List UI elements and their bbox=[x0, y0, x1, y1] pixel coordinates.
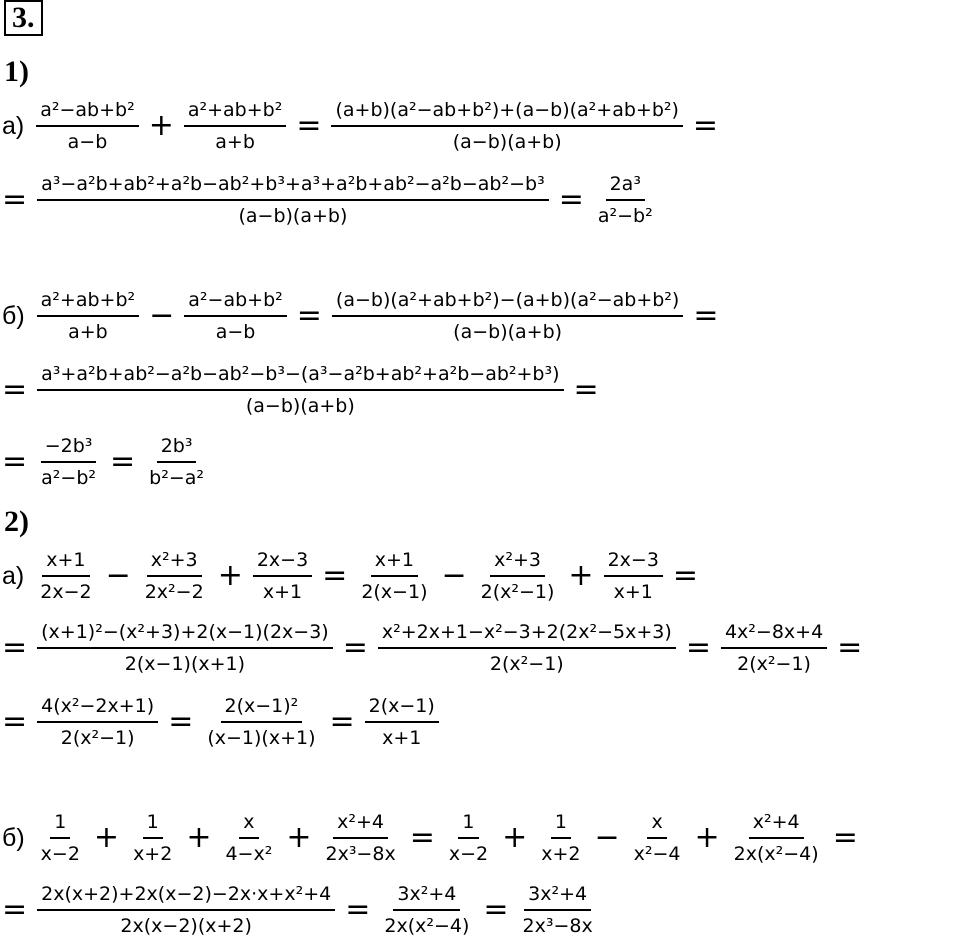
operator: + bbox=[694, 820, 720, 855]
denominator: 2x²−2 bbox=[144, 581, 204, 603]
numerator: x+1 bbox=[42, 548, 89, 577]
denominator: 2x³−8x bbox=[325, 843, 396, 865]
operator: + bbox=[217, 558, 243, 593]
numerator: a³+a²b+ab²−a²b−ab²−b³−(a³−a²b+ab²+a²b−ab²+b³) bbox=[37, 362, 563, 391]
numerator: a²+ab+b² bbox=[37, 288, 139, 317]
fraction bbox=[380, 882, 473, 938]
denominator: 2x(x−2)(x+2) bbox=[120, 915, 252, 937]
part2a-line1 bbox=[2, 548, 706, 604]
equals-sign: = bbox=[2, 372, 28, 407]
fraction bbox=[604, 548, 663, 604]
operator: + bbox=[286, 820, 312, 855]
fraction bbox=[357, 548, 431, 604]
numerator: (a−b)(a²+ab+b²)−(a+b)(a²−ab+b²) bbox=[332, 288, 683, 317]
denominator: 2x(x²−4) bbox=[384, 915, 470, 937]
denominator: 2(x²−1) bbox=[737, 653, 811, 675]
fraction bbox=[36, 548, 95, 604]
numerator: 1 bbox=[143, 810, 163, 839]
denominator: a²−b² bbox=[41, 467, 96, 489]
numerator: x+1 bbox=[371, 548, 418, 577]
equals-sign: = bbox=[672, 558, 699, 593]
fraction bbox=[594, 172, 657, 228]
part2a-label: а) bbox=[2, 561, 25, 590]
fraction bbox=[37, 288, 139, 344]
denominator: 2x³−8x bbox=[522, 915, 593, 937]
equals-sign: = bbox=[329, 704, 355, 739]
denominator: x+2 bbox=[133, 843, 173, 865]
operator: − bbox=[105, 558, 131, 593]
part2b-label: б) bbox=[2, 823, 25, 852]
operator: + bbox=[93, 820, 120, 855]
fraction bbox=[321, 810, 399, 866]
equals-sign: = bbox=[685, 630, 711, 665]
equals-sign: = bbox=[296, 298, 322, 333]
denominator: (a−b)(a+b) bbox=[452, 131, 562, 153]
equals-sign: = bbox=[168, 704, 194, 739]
fraction bbox=[129, 810, 176, 866]
numerator: 2(x−1)² bbox=[221, 694, 303, 723]
numerator: (x+1)²−(x²+3)+2(x−1)(2x−3) bbox=[37, 620, 333, 649]
numerator: x²+3 bbox=[147, 548, 202, 577]
equals-sign: = bbox=[692, 108, 719, 143]
fraction bbox=[630, 810, 685, 866]
part1-label: 1) bbox=[4, 55, 29, 88]
denominator: 2(x²−1) bbox=[60, 727, 135, 749]
equals-sign: = bbox=[2, 630, 28, 665]
fraction bbox=[365, 694, 439, 750]
denominator: x+1 bbox=[382, 727, 422, 749]
equals-sign: = bbox=[693, 298, 719, 333]
denominator: x+1 bbox=[613, 581, 653, 603]
denominator: (a−b)(a+b) bbox=[238, 205, 348, 227]
fraction bbox=[145, 434, 208, 490]
fraction bbox=[37, 810, 84, 866]
denominator: x+2 bbox=[541, 843, 581, 865]
numerator: 3x²+4 bbox=[393, 882, 460, 911]
fraction bbox=[730, 810, 823, 866]
denominator: 2(x−1) bbox=[361, 581, 428, 603]
task-number: 3. bbox=[4, 0, 43, 36]
equals-sign: = bbox=[558, 182, 584, 217]
equals-sign: = bbox=[2, 182, 28, 217]
equals-sign: = bbox=[342, 630, 368, 665]
denominator: a+b bbox=[68, 321, 108, 343]
denominator: 2(x²−1) bbox=[480, 581, 555, 603]
fraction bbox=[537, 810, 584, 866]
fraction bbox=[184, 288, 286, 344]
equals-sign: = bbox=[345, 892, 371, 927]
fraction bbox=[37, 620, 333, 676]
operator: + bbox=[148, 108, 174, 143]
numerator: x²+2x+1−x²−3+2(2x²−5x+3) bbox=[378, 620, 676, 649]
fraction bbox=[37, 434, 100, 490]
part1b-line1 bbox=[2, 288, 726, 344]
numerator: 2x−3 bbox=[253, 548, 312, 577]
numerator: a²+ab+b² bbox=[184, 98, 286, 127]
denominator: 2x(x²−4) bbox=[733, 843, 819, 865]
numerator: 2x−3 bbox=[604, 548, 663, 577]
numerator: 2b³ bbox=[157, 434, 197, 463]
numerator: x²+3 bbox=[490, 548, 545, 577]
operator: + bbox=[568, 558, 594, 593]
equals-sign: = bbox=[2, 892, 28, 927]
numerator: 3x²+4 bbox=[524, 882, 591, 911]
part2b-line2 bbox=[2, 882, 599, 938]
denominator: x+1 bbox=[262, 581, 303, 603]
fraction bbox=[519, 882, 597, 938]
denominator: (x−1)(x+1) bbox=[207, 727, 316, 749]
fraction bbox=[37, 362, 563, 418]
part1b-line3 bbox=[2, 434, 210, 490]
denominator: (a−b)(a+b) bbox=[453, 321, 563, 343]
fraction bbox=[331, 98, 682, 154]
numerator: 4(x²−2x+1) bbox=[37, 694, 158, 723]
part2b-line1 bbox=[2, 810, 866, 866]
fraction bbox=[37, 172, 549, 228]
part1b-line2 bbox=[2, 362, 607, 418]
part2-label: 2) bbox=[4, 505, 29, 538]
fraction bbox=[36, 98, 138, 154]
part2a-line2 bbox=[2, 620, 870, 676]
part1a-line1 bbox=[2, 98, 726, 154]
fraction bbox=[141, 548, 208, 604]
denominator: a−b bbox=[67, 131, 108, 153]
operator: + bbox=[502, 820, 528, 855]
equals-sign: = bbox=[322, 558, 348, 593]
numerator: x bbox=[239, 810, 258, 839]
numerator: 4x²−8x+4 bbox=[721, 620, 827, 649]
equals-sign: = bbox=[2, 444, 28, 479]
fraction bbox=[253, 548, 312, 604]
denominator: a²−b² bbox=[597, 205, 653, 227]
fraction bbox=[203, 694, 319, 750]
denominator: 2(x−1)(x+1) bbox=[124, 653, 246, 675]
part1a-label: а) bbox=[2, 111, 25, 140]
numerator: a²−ab+b² bbox=[36, 98, 138, 127]
numerator: 2x(x+2)+2x(x−2)−2x·x+x²+4 bbox=[37, 882, 335, 911]
numerator: x bbox=[647, 810, 666, 839]
equals-sign: = bbox=[409, 820, 435, 855]
fraction bbox=[378, 620, 676, 676]
denominator: x−2 bbox=[448, 843, 489, 865]
fraction bbox=[332, 288, 683, 344]
part1b-label: б) bbox=[2, 301, 25, 330]
numerator: a³−a²b+ab²+a²b−ab²+b³+a³+a²b+ab²−a²b−ab²−b³ bbox=[37, 172, 549, 201]
equals-sign: = bbox=[2, 704, 28, 739]
denominator: (a−b)(a+b) bbox=[245, 395, 355, 417]
fraction bbox=[221, 810, 276, 866]
equals-sign: = bbox=[837, 630, 863, 665]
fraction bbox=[37, 694, 158, 750]
equals-sign: = bbox=[110, 444, 136, 479]
denominator: x²−4 bbox=[633, 843, 681, 865]
fraction bbox=[184, 98, 286, 154]
numerator: 1 bbox=[551, 810, 571, 839]
operator: − bbox=[441, 558, 467, 593]
denominator: a−b bbox=[215, 321, 256, 343]
operator: − bbox=[594, 820, 620, 855]
denominator: a+b bbox=[215, 131, 255, 153]
part1a-line2 bbox=[2, 172, 659, 228]
numerator: 2(x−1) bbox=[365, 694, 439, 723]
numerator: 1 bbox=[50, 810, 70, 839]
equals-sign: = bbox=[832, 820, 858, 855]
denominator: b²−a² bbox=[149, 467, 204, 489]
denominator: 2(x²−1) bbox=[489, 653, 564, 675]
fraction bbox=[721, 620, 827, 676]
part2a-line3 bbox=[2, 694, 441, 750]
denominator: x−2 bbox=[40, 843, 80, 865]
equals-sign: = bbox=[296, 108, 322, 143]
numerator: x²+4 bbox=[333, 810, 388, 839]
fraction bbox=[37, 882, 335, 938]
numerator: (a+b)(a²−ab+b²)+(a−b)(a²+ab+b²) bbox=[331, 98, 682, 127]
numerator: 1 bbox=[458, 810, 478, 839]
denominator: 2x−2 bbox=[40, 581, 92, 603]
numerator: 2a³ bbox=[606, 172, 645, 201]
numerator: x²+4 bbox=[749, 810, 804, 839]
operator: + bbox=[186, 820, 212, 855]
fraction bbox=[477, 548, 559, 604]
equals-sign: = bbox=[573, 372, 599, 407]
denominator: 4−x² bbox=[225, 843, 273, 865]
operator: − bbox=[149, 298, 175, 333]
fraction bbox=[445, 810, 492, 866]
numerator: −2b³ bbox=[41, 434, 97, 463]
numerator: a²−ab+b² bbox=[184, 288, 286, 317]
equals-sign: = bbox=[483, 892, 509, 927]
